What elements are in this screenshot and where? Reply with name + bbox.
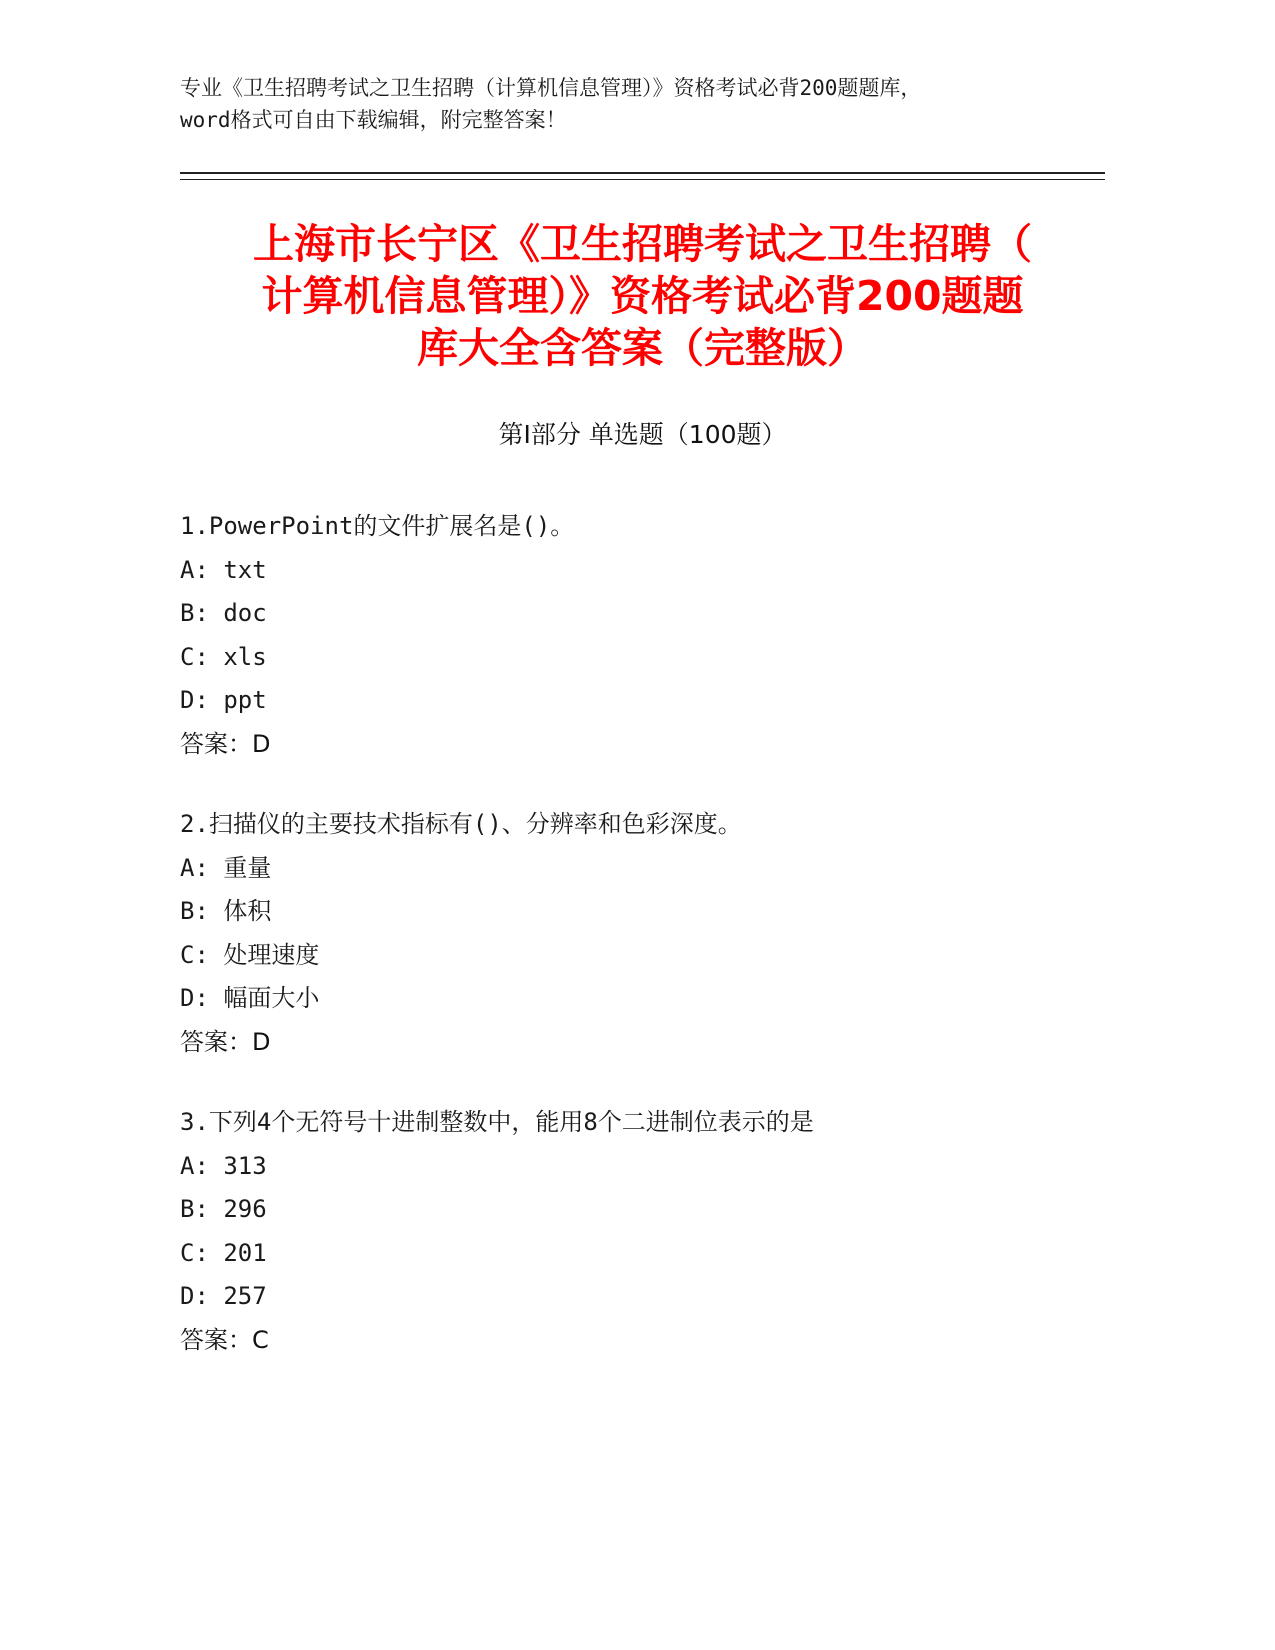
question-3	[180, 1101, 1105, 1362]
document-title	[180, 218, 1105, 374]
option-a: A: 重量	[180, 853, 272, 882]
section-title: 第Ⅰ部分 单选题（100题）	[498, 420, 787, 449]
answer: 答案：D	[180, 1027, 271, 1056]
option-c: C: 处理速度	[180, 940, 320, 969]
option-d: D: ppt	[180, 686, 267, 714]
option-b: B: doc	[180, 599, 267, 627]
header-divider-thin	[180, 179, 1105, 180]
question-stem: 3.下列4个无符号十进制整数中，能用8个二进制位表示的是	[180, 1108, 814, 1136]
question-stem: 1.PowerPoint的文件扩展名是()。	[180, 512, 575, 540]
question-stem: 2.扫描仪的主要技术指标有()、分辨率和色彩深度。	[180, 810, 742, 838]
option-b: B: 296	[180, 1195, 267, 1223]
option-c: C: 201	[180, 1238, 267, 1267]
question-list	[180, 505, 1105, 1399]
answer: 答案：D	[180, 729, 271, 758]
option-d: D: 257	[180, 1282, 267, 1310]
option-c: C: xls	[180, 642, 267, 671]
question-2	[180, 803, 1105, 1064]
answer: 答案：C	[180, 1325, 269, 1354]
header-divider-thick	[180, 172, 1105, 174]
header-note-line-1: 专业《卫生招聘考试之卫生招聘（计算机信息管理）》资格考试必背200题题库，	[180, 76, 922, 100]
document-title-line-2: 计算机信息管理）》资格考试必背200题题	[261, 272, 1024, 320]
question-1	[180, 505, 1105, 766]
option-a: A: 313	[180, 1151, 267, 1180]
header-note	[180, 72, 1100, 136]
option-a: A: txt	[180, 555, 267, 584]
document-title-line-3: 库大全含答案（完整版）	[417, 324, 868, 372]
option-d: D: 幅面大小	[180, 984, 320, 1012]
header-note-line-2: word格式可自由下载编辑，附完整答案！	[180, 108, 567, 132]
document-title-line-1: 上海市长宁区《卫生招聘考试之卫生招聘（	[253, 220, 1032, 268]
option-b: B: 体积	[180, 897, 272, 925]
